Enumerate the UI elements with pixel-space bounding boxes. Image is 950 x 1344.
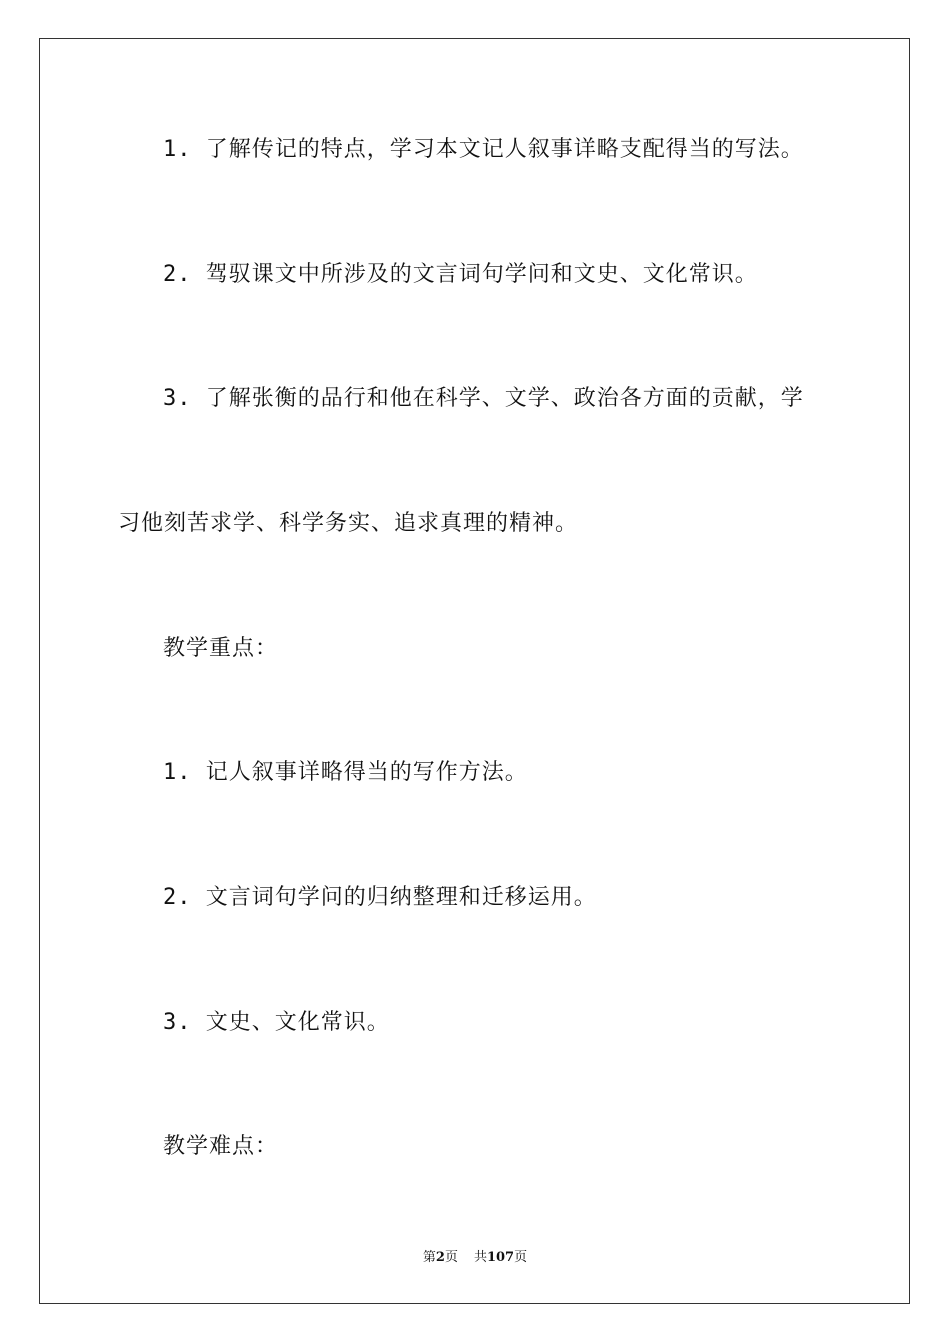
footer-prefix: 第 [422,1250,436,1265]
page-footer [0,1246,950,1265]
key-point-2: 2. 文言词句学问的归纳整理和迁移运用。 [163,885,597,910]
difficulties-heading: 教学难点： [163,1134,279,1159]
key-point-1: 1. 记人叙事详略得当的写作方法。 [163,760,528,785]
footer-total-suffix: 页 [514,1250,528,1265]
objective-2: 2. 驾驭课文中所涉及的文言词句学问和文史、文化常识。 [163,262,758,287]
objective-1: 1. 了解传记的特点，学习本文记人叙事详略支配得当的写法。 [163,137,804,162]
footer-page-suffix: 页 [444,1250,458,1265]
footer-total-pages: 107 [486,1250,515,1265]
footer-total-prefix: 共 [473,1250,487,1265]
objective-3-line-2: 习他刻苦求学、科学务实、追求真理的精神。 [118,511,579,536]
objective-3-line-1: 3. 了解张衡的品行和他在科学、文学、政治各方面的贡献，学 [163,386,804,411]
footer-page-number: 2 [435,1250,445,1265]
key-point-3: 3. 文史、文化常识。 [163,1010,390,1035]
key-points-heading: 教学重点： [163,636,279,661]
page-border [39,38,910,1304]
